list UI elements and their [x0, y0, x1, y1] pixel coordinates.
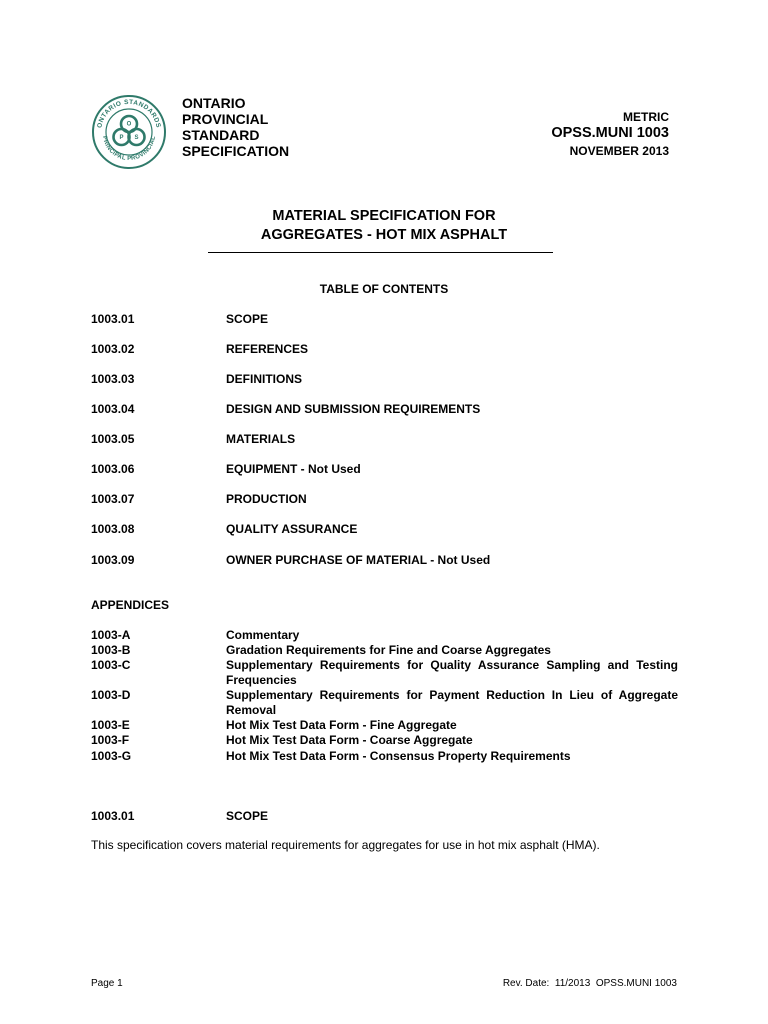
toc-item-number: 1003.01 [91, 312, 135, 326]
agency-line: ONTARIO [182, 95, 246, 111]
agency-line: STANDARD [182, 127, 260, 143]
appendix-title: Commentary [226, 628, 300, 642]
seal-letter-s: S [134, 135, 139, 141]
appendix-number: 1003-F [91, 733, 130, 747]
agency-line: SPECIFICATION [182, 143, 290, 159]
toc-item-number: 1003.05 [91, 432, 135, 446]
appendix-number: 1003-D [91, 688, 131, 702]
toc-item-title: SCOPE [226, 312, 269, 326]
toc-item-title: OWNER PURCHASE OF MATERIAL - Not Used [226, 553, 491, 567]
toc-item-title: EQUIPMENT - Not Used [226, 462, 361, 476]
document-code: OPSS.MUNI 1003 [551, 125, 669, 141]
revision-date: Rev. Date: 11/2013 OPSS.MUNI 1003 [502, 978, 677, 989]
opss-seal-logo [91, 94, 167, 170]
appendix-number: 1003-G [91, 749, 132, 763]
toc-heading: TABLE OF CONTENTS [319, 282, 449, 296]
seal-letter-p: P [119, 135, 124, 141]
appendix-number: 1003-C [91, 658, 131, 672]
page-number: Page 1 [91, 978, 123, 989]
agency-name [182, 95, 289, 159]
toc-item-number: 1003.09 [91, 553, 135, 567]
toc-item-title: DESIGN AND SUBMISSION REQUIREMENTS [226, 402, 481, 416]
appendix-title: Gradation Requirements for Fine and Coarse Aggregates [226, 643, 551, 657]
section-body-text: This specification covers material requirements for aggregates for use in hot mix asphalt (HMA). [91, 838, 600, 852]
toc-item-number: 1003.02 [91, 342, 135, 356]
seal-ring-text-top: ONTARIO STANDARDS [96, 98, 162, 129]
appendix-title: Hot Mix Test Data Form - Consensus Property Requirements [226, 749, 571, 763]
document-date: NOVEMBER 2013 [569, 144, 669, 158]
appendix-number: 1003-A [91, 628, 131, 642]
appendices-heading: APPENDICES [91, 598, 170, 612]
section-number: 1003.01 [91, 809, 135, 823]
section-title: SCOPE [226, 809, 269, 823]
appendix-title: Hot Mix Test Data Form - Fine Aggregate [226, 718, 457, 732]
toc-item-number: 1003.07 [91, 492, 135, 506]
toc-item-title: MATERIALS [226, 432, 296, 446]
toc-item-title: PRODUCTION [226, 492, 307, 506]
document-title-line-2: AGGREGATES - HOT MIX ASPHALT [260, 227, 508, 243]
title-underline [208, 252, 553, 253]
toc-item-number: 1003.03 [91, 372, 135, 386]
appendix-number: 1003-B [91, 643, 131, 657]
toc-item-title: REFERENCES [226, 342, 309, 356]
seal-letter-o: O [126, 121, 132, 128]
document-title-line-1: MATERIAL SPECIFICATION FOR [272, 208, 496, 224]
appendix-title: Hot Mix Test Data Form - Coarse Aggregate [226, 733, 473, 747]
appendix-title: Supplementary Requirements for Quality Assurance Sampling and Testing Frequencies [226, 658, 678, 688]
toc-item-number: 1003.06 [91, 462, 135, 476]
appendix-title: Supplementary Requirements for Payment Reduction In Lieu of Aggregate Removal [226, 688, 678, 718]
toc-item-title: QUALITY ASSURANCE [226, 522, 358, 536]
appendix-number: 1003-E [91, 718, 130, 732]
toc-item-number: 1003.04 [91, 402, 135, 416]
agency-line: PROVINCIAL [182, 111, 269, 127]
unit-system-label: METRIC [623, 110, 669, 124]
seal-ring-text-bottom: PRINCIPAL PROVINCIAL [101, 135, 157, 163]
toc-item-title: DEFINITIONS [226, 372, 303, 386]
toc-item-number: 1003.08 [91, 522, 135, 536]
